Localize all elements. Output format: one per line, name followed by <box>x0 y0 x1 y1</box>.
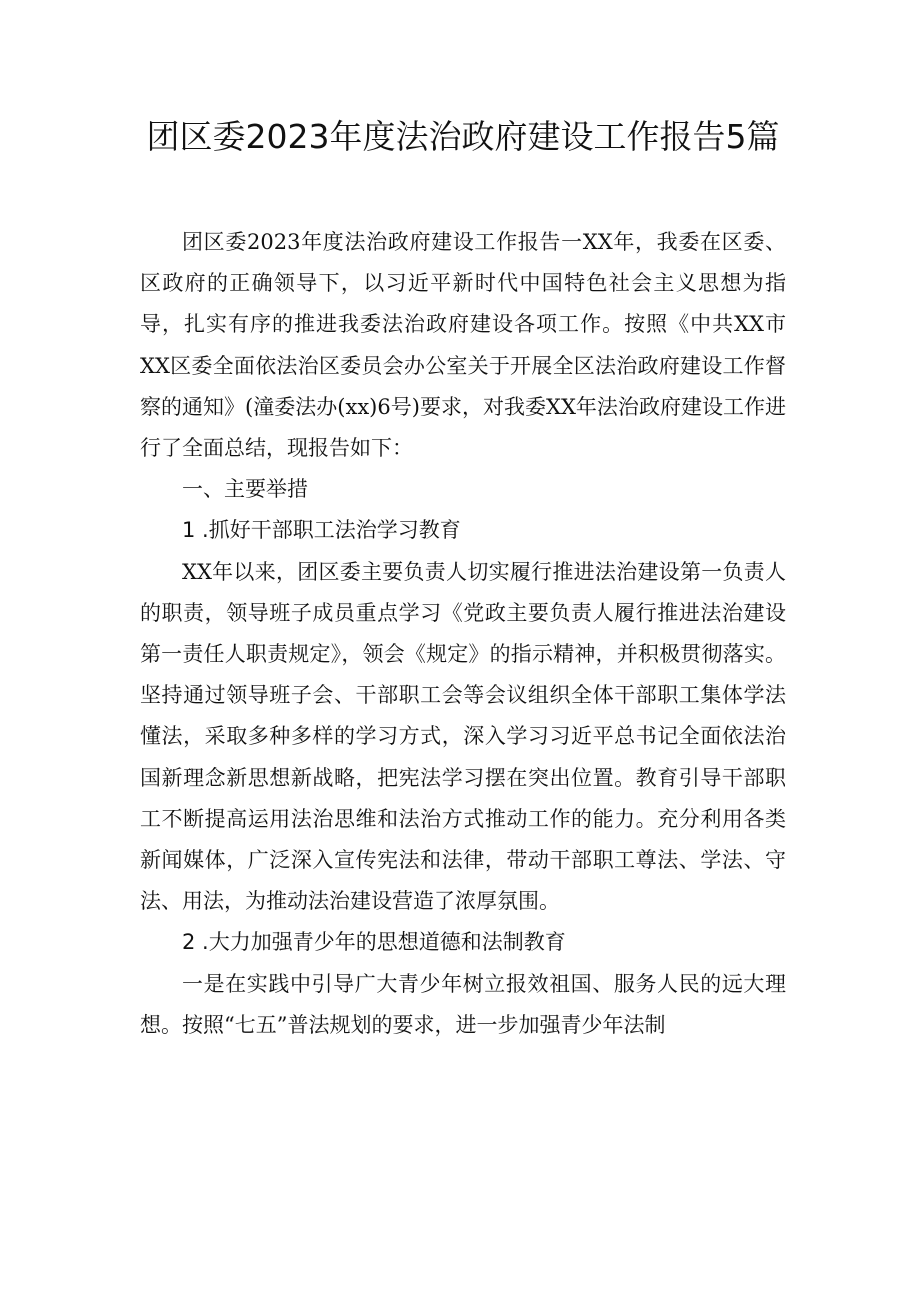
subheading-2: 2 .大力加强青少年的思想道德和法制教育 <box>182 930 566 955</box>
paragraph-intro: 团区委2023年度法治政府建设工作报告一XX年，我委在区委、区政府的正确领导下，以习近平新时代中国特色社会主义思想为指导，扎实有序的推进我委法治政府建设各项工作。按照《中共XX市XX区委全面依法治区委员会办公室关于开展全区法治政府建设工作督察的通知》(潼委法办(xx)6号)要求，对我委XX年法治政府建设工作进行了全面总结，现报告如下： <box>140 230 786 461</box>
document-body <box>140 222 786 1046</box>
document-title: 团区委2023年度法治政府建设工作报告5篇 <box>146 117 780 156</box>
subheading-1: 1 .抓好干部职工法治学习教育 <box>182 518 461 543</box>
paragraph-1: XX年以来，团区委主要负责人切实履行推进法治建设第一负责人的职责，领导班子成员重点学习《党政主要负责人履行推进法治建设第一责任人职责规定》，领会《规定》的指示精神，并积极贯彻落实。坚持通过领导班子会、干部职工会等会议组织全体干部职工集体学法懂法，采取多种多样的学习方式，深入学习习近平总书记全面依法治国新理念新思想新战略，把宪法学习摆在突出位置。教育引导干部职工不断提高运用法治思维和法治方式推动工作的能力。充分利用各类新闻媒体，广泛深入宣传宪法和法律，带动干部职工尊法、学法、守法、用法，为推动法治建设营造了浓厚氛围。 <box>140 559 786 914</box>
section-heading-main-measures: 一、主要举措 <box>182 477 308 502</box>
paragraph-2: 一是在实践中引导广大青少年树立报效祖国、服务人民的远大理想。按照“七五”普法规划的要求，进一步加强青少年法制 <box>140 971 786 1037</box>
